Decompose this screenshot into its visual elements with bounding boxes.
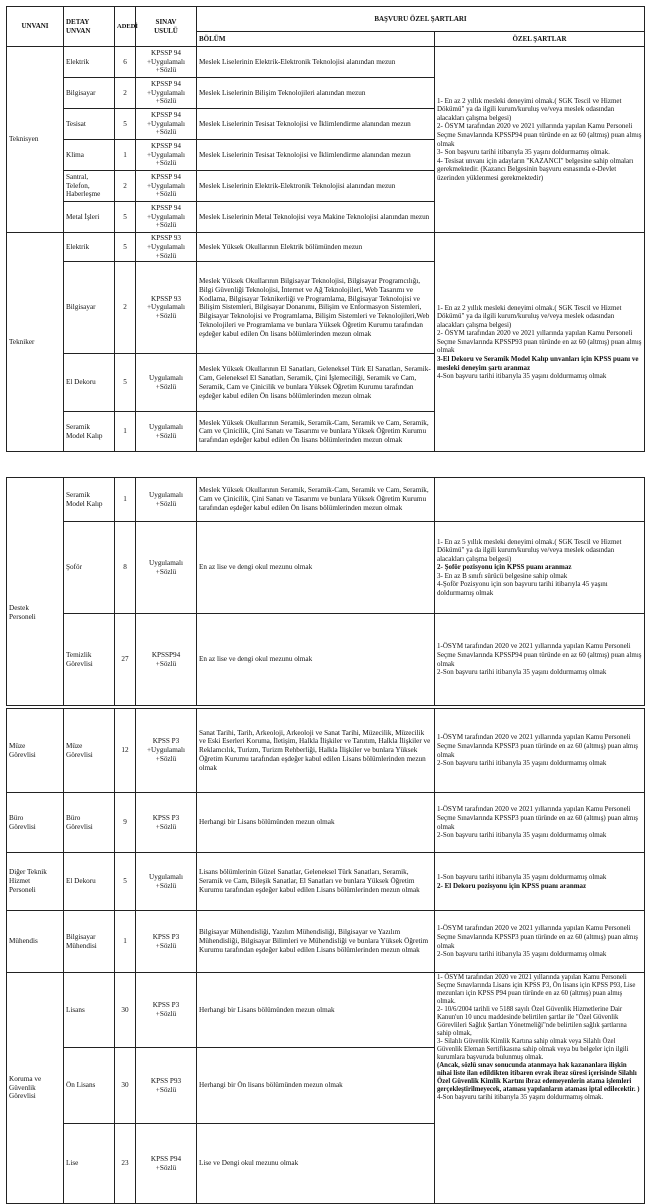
sinav-usulu: KPSSP 94 +Uygulamalı +Sözlü — [136, 109, 197, 140]
table-row — [7, 709, 645, 793]
ozel-sartlar-bold: 2- El Dekoru pozisyonu için KPSS puanı aranmaz — [437, 881, 587, 890]
adet: 2 — [115, 78, 136, 109]
detay-unvan: Seramik Model Kalıp — [64, 412, 115, 452]
ozel-sartlar-text: 1- En az 2 yıllık mesleki deneyimi olmak.( SGK Tescil ve Hizmet Dökümü" ya da ilgili kurum/kuruluş ve/veya meslek odasından alacakları çalışma belgesi) 2- ÖSYM tarafından 2020 ve 2021 yıllarında yapılan Kamu Personeli Seçme Sınavlarında KPSSP93 puan türünde en az 60 (altmış) puan almış olmak — [437, 303, 642, 355]
bolum: Herhangi bir Lisans bölümünden mezun olmak — [197, 973, 435, 1048]
sinav-usulu: KPSSP 94 +Uygulamalı +Sözlü — [136, 171, 197, 202]
detay-unvan: Santral, Telefon, Haberleşme — [64, 171, 115, 202]
bolum: Herhangi bir Lisans bölümünden mezun olmak — [197, 793, 435, 853]
ozel-sartlar-diger — [435, 853, 645, 911]
ozel-sartlar-text: 1- ÖSYM tarafından 2020 ve 2021 yıllarında yapılan Kamu Personeli Seçme Sınavlarında Lisans için KPSS P3, Ön lisans için KPSS P93, Lise mezunları için KPSS P94 puan türünde en az 60 (altmış) puan almış olmak. 2- 10/6/2004 tarihli ve 5188 sayılı Özel Güvenlik Hizmetlerine Dair Kanun'un 10 uncu maddesinde belirtilen şartlar ile "Özel Güvenlik Görevlileri Sağlık Şartları Yönetmeliği"nde belirtilen sağlık şartlarına sahip olmak, 3- Silahlı Güvenlik Kimlik Kartına sahip olmak veya Silahlı Özel Güvenlik Eleman Sertifikasına sahip olmak veya bu belgeler için ilgili kurumlara başvuruda bulunmuş olmak. — [437, 974, 636, 1062]
sinav-usulu: KPSS P3 +Uygulamalı +Sözlü — [136, 709, 197, 793]
bolum: Herhangi bir Ön lisans bölümünden mezun olmak — [197, 1048, 435, 1124]
header-bolum: BÖLÜM — [197, 32, 435, 47]
ozel-sartlar-buro: 1-ÖSYM tarafından 2020 ve 2021 yıllarında yapılan Kamu Personeli Seçme Sınavlarında KPSSP3 puan türünde en az 60 (altmış) puan almış olmak 2-Son başvuru tarihi itibarıyla 35 yaşını doldurmamış olmak — [435, 793, 645, 853]
adet: 30 — [115, 1048, 136, 1124]
adet: 1 — [115, 478, 136, 522]
sinav-usulu: Uygulamalı +Sözlü — [136, 853, 197, 911]
ozel-sartlar-text: 1- En az 5 yıllık mesleki deneyimi olmak.( SGK Tescil ve Hizmet Dökümü" ya da ilgili kurum/kuruluş ve/veya meslek odasından alacakları çalışma belgesi) — [437, 537, 622, 563]
unvan-destek-personeli: Destek Personeli — [7, 522, 64, 706]
header-ozel-sartlar: ÖZEL ŞARTLAR — [435, 32, 645, 47]
adet: 5 — [115, 853, 136, 911]
ozel-sartlar-text: 4-Son başvuru tarihi itibarıyla 35 yaşını doldurmamış olmak — [437, 372, 607, 381]
bolum: Meslek Yüksek Okullarının Elektrik bölümünden mezun — [197, 233, 435, 262]
detay-unvan: Elektrik — [64, 233, 115, 262]
ozel-sartlar-bold: 2- Şoför pozisyonu için KPSS puanı aranmaz — [437, 563, 572, 572]
bolum: Meslek Yüksek Okullarının El Sanatları, Geleneksel Türk El Sanatları, Seramik-Cam, Geleneksel El Sanatları, Seramik, Çini İşlemeciliği, Seramik ve Cam, Seramik, Cam ve Çinicilik ve bunlara Yüksek Öğretim Kurumu tarafından eşdeğer kabul edilen Ön lisans bölümlerinden mezun olmak — [197, 354, 435, 412]
bolum: Bilgisayar Mühendisliği, Yazılım Mühendisliği, Bilgisayar ve Yazılım Mühendisliği, Bilgisayar Bilimleri ve Mühendisliği ve bunlara Yüksek Öğretim Kurumu tarafından eşdeğer kabul edilen Lisans bölümlerinden mezun olmak — [197, 911, 435, 973]
table-row — [7, 973, 645, 1048]
adet: 5 — [115, 109, 136, 140]
bolum: Lise ve Dengi okul mezunu olmak — [197, 1124, 435, 1204]
table-row — [7, 614, 645, 706]
adet: 5 — [115, 354, 136, 412]
positions-table-part1 — [6, 6, 645, 452]
sinav-usulu: KPSS P3 +Sözlü — [136, 973, 197, 1048]
table-row — [7, 522, 645, 614]
sinav-usulu: Uygulamalı +Sözlü — [136, 354, 197, 412]
unvan-buro-gorevlisi: Büro Görevlisi — [7, 793, 64, 853]
ozel-sartlar-koruma — [435, 973, 645, 1204]
table-row — [7, 233, 645, 262]
sinav-usulu: Uygulamalı +Sözlü — [136, 522, 197, 614]
ozel-sartlar-muze: 1-ÖSYM tarafından 2020 ve 2021 yıllarında yapılan Kamu Personeli Seçme Sınavlarında KPSSP3 puan türünde en az 60 (altmış) puan almış olmak 2-Son başvuru tarihi itibarıyla 35 yaşını doldurmamış olmak — [435, 709, 645, 793]
header-basvuru-ozel-sartlari: BAŞVURU ÖZEL ŞARTLARI — [197, 7, 645, 32]
sinav-usulu: Uygulamalı +Sözlü — [136, 478, 197, 522]
table-row — [7, 47, 645, 78]
detay-unvan: Tesisat — [64, 109, 115, 140]
sinav-usulu: Uygulamalı +Sözlü — [136, 412, 197, 452]
sinav-usulu: KPSSP 93 +Uygulamalı +Sözlü — [136, 233, 197, 262]
sinav-usulu: KPSS P3 +Sözlü — [136, 911, 197, 973]
detay-unvan: Klima — [64, 140, 115, 171]
table-row — [7, 853, 645, 911]
bolum: Meslek Liselerinin Bilişim Teknolojileri alanından mezun — [197, 78, 435, 109]
adet: 1 — [115, 412, 136, 452]
positions-table-part3 — [6, 708, 645, 1204]
sinav-usulu: KPSS P3 +Sözlü — [136, 793, 197, 853]
ozel-sartlar-bold: (Ancak, sözlü sınav sonucunda atanmaya hak kazananlara ilişkin nihai liste ilan edildikten itibaren evrak ibraz süresi içerisinde Silahlı Özel Güvenlik Kimlik Kartını ibraz edemeyenlerin atama işlemleri gerçekleştirilmeyecek, ataması yapılanların ataması iptal edilecektir. ) — [437, 1062, 640, 1094]
header-adedi: ADEDİ — [115, 7, 136, 47]
adet: 12 — [115, 709, 136, 793]
adet: 2 — [115, 262, 136, 354]
detay-unvan: Temizlik Görevlisi — [64, 614, 115, 706]
ozel-sartlar-temizlik: 1-ÖSYM tarafından 2020 ve 2021 yıllarında yapılan Kamu Personeli Seçme Sınavlarında KPSSP94 puan türünde en az 60 (altmış) puan almış olmak 2-Son başvuru tarihi itibarıyla 35 yaşını doldurmamış olmak — [435, 614, 645, 706]
header-unvani: UNVANI — [7, 7, 64, 47]
bolum: Meslek Liselerinin Elektrik-Elektronik Teknolojisi alanından mezun — [197, 47, 435, 78]
detay-unvan: El Dekoru — [64, 354, 115, 412]
bolum: Meslek Liselerinin Tesisat Teknolojisi ve İklimlendirme alanından mezun — [197, 109, 435, 140]
detay-unvan: Ön Lisans — [64, 1048, 115, 1124]
bolum: Lisans bölümlerinin Güzel Sanatlar, Geleneksel Türk Sanatları, Seramik, Seramik ve Cam, Bileşik Sanatlar, El Sanatları ve bunlara Yüksek Öğretim Kurumu tarafından eşdeğer kabul edilen Lisans bölümlerinden mezun olmak — [197, 853, 435, 911]
unvan-diger-teknik: Diğer Teknik Hizmet Personeli — [7, 853, 64, 911]
unvan-muhendis: Mühendis — [7, 911, 64, 973]
table-row — [7, 793, 645, 853]
sinav-usulu: KPSSP 94 +Uygulamalı +Sözlü — [136, 202, 197, 233]
ozel-sartlar-text: 4-Son başvuru tarihi itibarıyla 35 yaşını doldurmamış olmak. — [437, 1094, 604, 1102]
detay-unvan: Bilgisayar — [64, 262, 115, 354]
ozel-sartlar-text: 1-Son başvuru tarihi itibarıyla 35 yaşını doldurmamış olmak — [437, 872, 607, 881]
detay-unvan: Lise — [64, 1124, 115, 1204]
adet: 1 — [115, 911, 136, 973]
adet: 1 — [115, 140, 136, 171]
sinav-usulu: KPSSP 94 +Uygulamalı +Sözlü — [136, 140, 197, 171]
table-row — [7, 911, 645, 973]
bolum: Meslek Liselerinin Elektrik-Elektronik Teknolojisi alanından mezun — [197, 171, 435, 202]
adet: 8 — [115, 522, 136, 614]
adet: 9 — [115, 793, 136, 853]
bolum: En az lise ve dengi okul mezunu olmak — [197, 614, 435, 706]
unvan-muze-gorevlisi: Müze Görevlisi — [7, 709, 64, 793]
adet: 23 — [115, 1124, 136, 1204]
ozel-sartlar-muhendis: 1-ÖSYM tarafından 2020 ve 2021 yıllarında yapılan Kamu Personeli Seçme Sınavlarında KPSSP3 puan türünde en az 60 (altmış) puan almış olmak 2-Son başvuru tarihi itibarıyla 35 yaşını doldurmamış olmak — [435, 911, 645, 973]
detay-unvan: Büro Görevlisi — [64, 793, 115, 853]
detay-unvan: Bilgisayar Mühendisi — [64, 911, 115, 973]
adet: 5 — [115, 202, 136, 233]
sinav-usulu: KPSSP 94 +Uygulamalı +Sözlü — [136, 78, 197, 109]
detay-unvan: El Dekoru — [64, 853, 115, 911]
bolum: En az lise ve dengi okul mezunu olmak — [197, 522, 435, 614]
header-detay-unvan: DETAY UNVAN — [64, 7, 115, 47]
bolum: Meslek Liselerinin Metal Teknolojisi veya Makine Teknolojisi alanından mezun — [197, 202, 435, 233]
sinav-usulu: KPSSP94 +Sözlü — [136, 614, 197, 706]
unvan-tekniker: Tekniker — [7, 233, 64, 452]
detay-unvan: Seramik Model Kalıp — [64, 478, 115, 522]
ozel-sartlar-sofor — [435, 522, 645, 614]
bolum: Sanat Tarihi, Tarih, Arkeoloji, Arkeoloji ve Sanat Tarihi, Müzecilik, Müzecilik ve Eski Eserleri Koruma, İletişim, Halkla İlişkiler ve Tanıtım, Halkla İlişkiler ve Reklamcılık, Turizm, Turizm Rehberliği, Halkla İlişkiler ve bunlara Yüksek Öğretim Kurumu tarafından eşdeğer kabul edilen Lisans bölümlerinden mezun olmak — [197, 709, 435, 793]
adet: 2 — [115, 171, 136, 202]
bolum: Meslek Yüksek Okullarının Seramik, Seramik-Cam, Seramik ve Cam, Seramik, Cam ve Çinicilik, Çini Sanatı ve Tasarımı ve bunlara Yüksek Öğretim Kurumu tarafından eşdeğer kabul edilen Ön lisans bölümlerinden mezun olmak — [197, 478, 435, 522]
table-row — [7, 478, 645, 522]
bolum: Meslek Liselerinin Tesisat Teknolojisi ve İklimlendirme alanından mezun — [197, 140, 435, 171]
detay-unvan: Bilgisayar — [64, 78, 115, 109]
ozel-sartlar-tekniker — [435, 233, 645, 452]
adet: 5 — [115, 233, 136, 262]
sinav-usulu: KPSS P94 +Sözlü — [136, 1124, 197, 1204]
adet: 6 — [115, 47, 136, 78]
bolum: Meslek Yüksek Okullarının Bilgisayar Teknolojisi, Bilgisayar Programcılığı, Bilgi Güvenliği Teknolojisi, İnternet ve Ağ Teknolojileri, Web Tasarımı ve Kodlama, Bilgisayar Teknikerliği ve Programlama, Bilgisayar Teknolojisi ve Bilişim Sistemleri, Bilgisayar Donanımı, Bilişim ve Enformasyon Sistemleri, Bilgisayar Teknolojisi ve Programlama, Bilişim Sistemleri ve Teknolojileri,Web Teknolojileri ve Programlama ve bunlara Yüksek Öğretim Kurumu tarafından eşdeğer kabul edilen Ön lisans bölümlerinden mezun olmak — [197, 262, 435, 354]
ozel-sartlar-empty — [435, 478, 645, 522]
unvan-teknisyen: Teknisyen — [7, 47, 64, 233]
ozel-sartlar-bold: 3-El Dekoru ve Seramik Model Kalıp unvanları için KPSS puanı ve mesleki deneyim şartı aranmaz — [437, 354, 639, 372]
bolum: Meslek Yüksek Okullarının Seramik, Seramik-Cam, Seramik ve Cam, Seramik, Cam ve Çinicilik, Çini Sanatı ve Tasarımı ve bunlara Yüksek Öğretim Kurumu tarafından eşdeğer kabul edilen Ön lisans bölümlerinden mezun olmak — [197, 412, 435, 452]
unvan-empty — [7, 478, 64, 522]
detay-unvan: Şoför — [64, 522, 115, 614]
positions-table-part2 — [6, 477, 645, 706]
detay-unvan: Müze Görevlisi — [64, 709, 115, 793]
detay-unvan: Elektrik — [64, 47, 115, 78]
adet: 27 — [115, 614, 136, 706]
unvan-koruma-guvenlik: Koruma ve Güvenlik Görevlisi — [7, 973, 64, 1204]
ozel-sartlar-text: 3- En az B sınıfı sürücü belgesine sahip olmak 4-Şoför Pozisyonu için son başvuru tarihi itibarıyla 45 yaşını doldurmamış olmak — [437, 571, 608, 597]
sinav-usulu: KPSS P93 +Sözlü — [136, 1048, 197, 1124]
sinav-usulu: KPSSP 94 +Uygulamalı +Sözlü — [136, 47, 197, 78]
header-sinav-usulu: SINAV USULÜ — [136, 7, 197, 47]
detay-unvan: Metal İşleri — [64, 202, 115, 233]
detay-unvan: Lisans — [64, 973, 115, 1048]
ozel-sartlar-teknisyen: 1- En az 2 yıllık mesleki deneyimi olmak.( SGK Tescil ve Hizmet Dökümü" ya da ilgili kurum/kuruluş ve/veya meslek odasından alacakları çalışma belgesi) 2- ÖSYM tarafından 2020 ve 2021 yıllarında yapılan Kamu Personeli Seçme Sınavlarında KPSSP94 puan türünde en az 60 (altmış) puan almış olmak 3- Son başvuru tarihi itibarıyla 35 yaşını doldurmamış olmak. 4- Tesisat unvanı için adayların "KAZANCI" belgesine sahip olmaları gerekmektedir. (Kazancı Belgesinin başvuru esnasında e-Devlet üzerinden yüklenmesi gerekmektedir) — [435, 47, 645, 233]
sinav-usulu: KPSSP 93 +Uygulamalı +Sözlü — [136, 262, 197, 354]
adet: 30 — [115, 973, 136, 1048]
